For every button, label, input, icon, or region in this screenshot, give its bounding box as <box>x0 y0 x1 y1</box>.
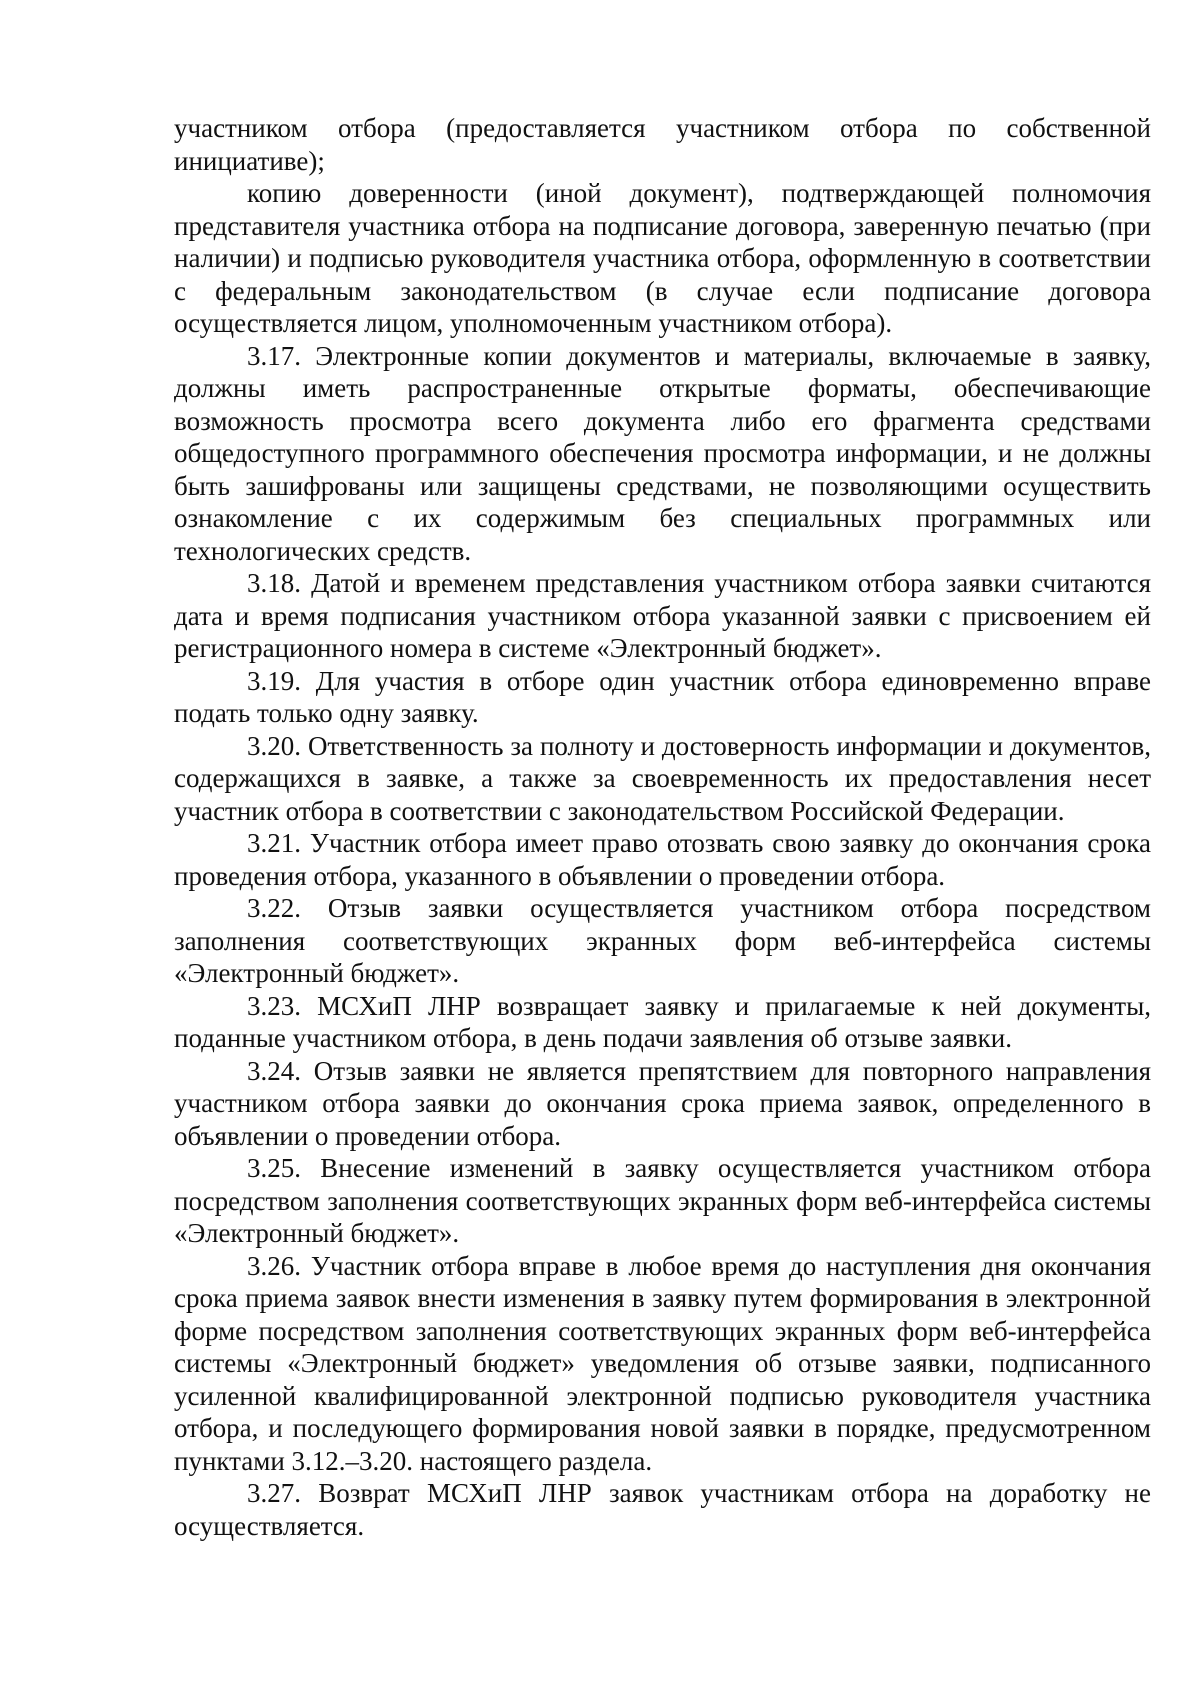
paragraph-number: 3.17. <box>247 340 301 371</box>
paragraph-3-26 <box>174 1250 1151 1478</box>
paragraph-text: Ответственность за полноту и достоверность информации и документов, содержащихся в заявке, а также за своевременность их предоставления несет участник отбора в соответствии с законодательством Российской Федерации. <box>174 730 1152 826</box>
paragraph-3-22 <box>174 892 1151 990</box>
document-body <box>174 112 1151 1542</box>
paragraph-text: Датой и временем представления участником отбора заявки считаются дата и время подписания участником отбора указанной заявки с присвоением ей регистрационного номера в системе «Электронный бюджет». <box>174 568 1151 663</box>
paragraph-text: Электронные копии документов и материалы, включаемые в заявку, должны иметь распространенные открытые форматы, обеспечивающие возможность просмотра всего документа либо его фрагмента средствами общедоступного программного обеспечения просмотра информации, и не должны быть зашифрованы или защищены средствами, не позволяющими осуществить ознакомление с их содержимым без специальных программных или технологических средств. <box>174 340 1151 566</box>
paragraph-3-23 <box>174 990 1151 1055</box>
paragraph-number: 3.19. <box>247 665 301 696</box>
paragraph-number: 3.18. <box>247 568 301 598</box>
paragraph-text: участником отбора (предоставляется участником отбора по собственной инициативе); <box>174 113 1151 176</box>
paragraph-3-19 <box>174 665 1151 730</box>
paragraph-3-27 <box>174 1477 1151 1542</box>
paragraph-3-20 <box>174 730 1151 828</box>
paragraph-3-25 <box>174 1152 1151 1250</box>
paragraph-number: 3.24. <box>247 1055 301 1086</box>
paragraph-continuation <box>174 112 1151 177</box>
paragraph-text: копию доверенности (иной документ), подтверждающей полномочия представителя участника отбора на подписание договора, заверенную печатью (при наличии) и подписью руководителя участника отбора, оформленную в соответствии с федеральным законодательством (в случае если подписание договора осуществляется лицом, уполномоченным участником отбора). <box>174 178 1151 338</box>
paragraph-text: Отзыв заявки осуществляется участником отбора посредством заполнения соответствующих экранных форм веб-интерфейса системы «Электронный бюджет». <box>174 893 1152 988</box>
paragraph-number: 3.25. <box>247 1153 301 1183</box>
paragraph-number: 3.21. <box>247 828 301 858</box>
paragraph-number: 3.26. <box>247 1250 301 1281</box>
paragraph-3-18 <box>174 567 1151 665</box>
paragraph-number: 3.23. <box>247 990 301 1021</box>
paragraph-number: 3.22. <box>247 893 301 923</box>
paragraph-3-24 <box>174 1055 1151 1153</box>
paragraph-text: МСХиП ЛНР возвращает заявку и прилагаемые к ней документы, поданные участником отбора, в день подачи заявления об отзыве заявки. <box>174 990 1152 1053</box>
paragraph-text: Возврат МСХиП ЛНР заявок участникам отбора на доработку не осуществляется. <box>174 1478 1151 1541</box>
paragraph-text: Участник отбора имеет право отозвать свою заявку до окончания срока проведения отбора, указанного в объявлении о проведении отбора. <box>174 828 1151 891</box>
paragraph-text: Внесение изменений в заявку осуществляется участником отбора посредством заполнения соответствующих экранных форм веб-интерфейса системы «Электронный бюджет». <box>174 1153 1151 1248</box>
paragraph-number: 3.27. <box>247 1478 301 1508</box>
paragraph-text: Для участия в отборе один участник отбора единовременно вправе подать только одну заявку. <box>174 665 1152 728</box>
paragraph-number: 3.20. <box>247 730 301 761</box>
paragraph-3-17 <box>174 340 1151 568</box>
paragraph-3-21 <box>174 827 1151 892</box>
paragraph-text: Отзыв заявки не является препятствием для повторного направления участником отбора заявки до окончания срока приема заявок, определенного в объявлении о проведении отбора. <box>174 1055 1152 1151</box>
paragraph-power-of-attorney <box>174 177 1151 340</box>
paragraph-text: Участник отбора вправе в любое время до наступления дня окончания срока приема заявок внести изменения в заявку путем формирования в электронной форме посредством заполнения соответствующих экранных форм веб-интерфейса системы «Электронный бюджет» уведомления об отзыве заявки, подписанного усиленной квалифицированной электронной подписью руководителя участника отбора, и последующего формирования новой заявки в порядке, предусмотренном пунктами 3.12.–3.20. настоящего раздела. <box>174 1250 1151 1476</box>
